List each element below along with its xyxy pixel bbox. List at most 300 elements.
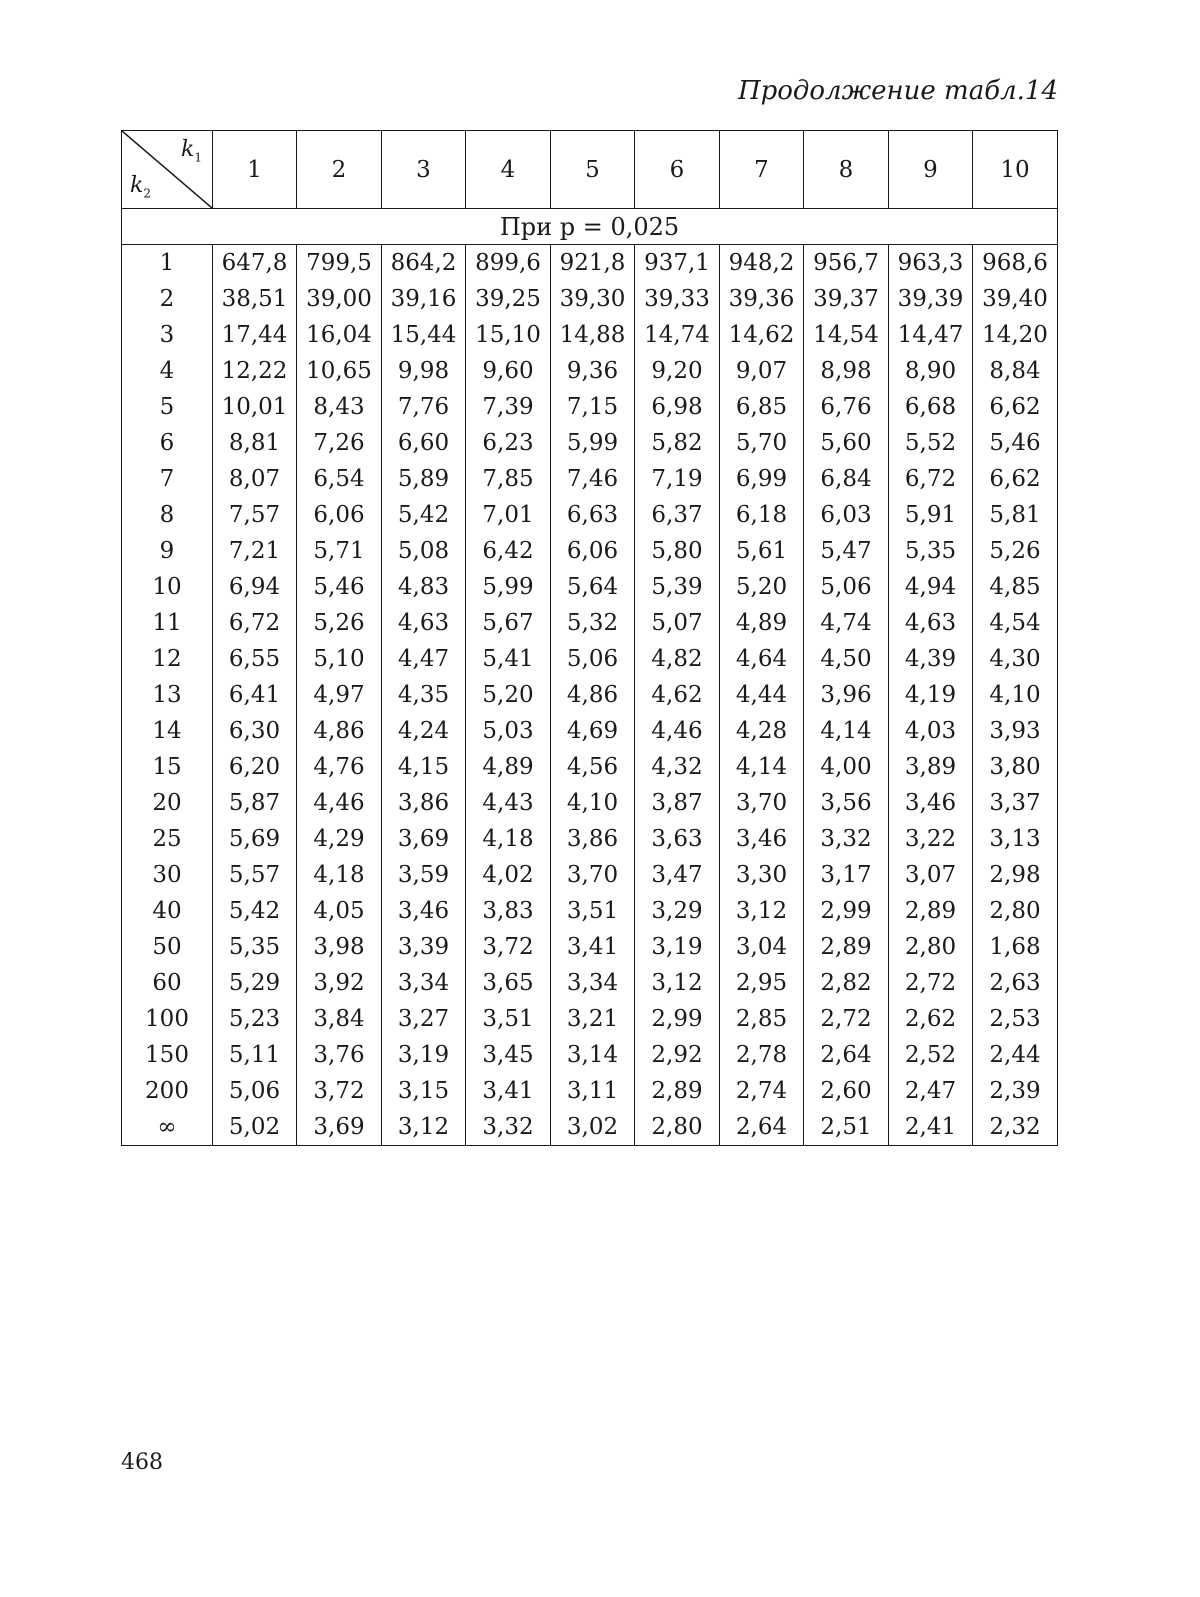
table-cell: 39,16 [382, 281, 466, 317]
table-cell: 4,14 [804, 713, 889, 749]
table-row [122, 821, 1058, 857]
table-cell: 5,26 [297, 605, 382, 641]
table-cell: 3,07 [889, 857, 973, 893]
table-cell: 4,69 [551, 713, 635, 749]
table-cell: 3,46 [382, 893, 466, 929]
table-cell: 3,93 [973, 713, 1058, 749]
row-header-cell: ∞ [122, 1109, 213, 1146]
table-cell: 4,56 [551, 749, 635, 785]
table-cell: 3,12 [635, 965, 720, 1001]
table-cell: 3,32 [804, 821, 889, 857]
table-row [122, 533, 1058, 569]
table-cell: 8,84 [973, 353, 1058, 389]
table-cell: 5,99 [466, 569, 551, 605]
row-header-cell: 2 [122, 281, 213, 317]
table-cell: 3,56 [804, 785, 889, 821]
table-cell: 5,20 [466, 677, 551, 713]
table-cell: 3,29 [635, 893, 720, 929]
table-cell: 14,47 [889, 317, 973, 353]
table-cell: 3,51 [551, 893, 635, 929]
table-cell: 5,08 [382, 533, 466, 569]
table-row [122, 677, 1058, 713]
table-row [122, 569, 1058, 605]
table-cell: 6,84 [804, 461, 889, 497]
row-header-cell: 12 [122, 641, 213, 677]
table-cell: 5,69 [213, 821, 297, 857]
table-cell: 899,6 [466, 245, 551, 282]
table-cell: 4,76 [297, 749, 382, 785]
row-header-cell: 8 [122, 497, 213, 533]
table-cell: 6,62 [973, 389, 1058, 425]
table-cell: 3,04 [720, 929, 804, 965]
row-header-cell: 50 [122, 929, 213, 965]
table-cell: 2,53 [973, 1001, 1058, 1037]
table-cell: 8,07 [213, 461, 297, 497]
table-cell: 4,43 [466, 785, 551, 821]
table-cell: 3,63 [635, 821, 720, 857]
table-cell: 4,29 [297, 821, 382, 857]
table-cell: 3,15 [382, 1073, 466, 1109]
table-cell: 3,51 [466, 1001, 551, 1037]
row-header-cell: 40 [122, 893, 213, 929]
table-cell: 4,44 [720, 677, 804, 713]
table-cell: 3,65 [466, 965, 551, 1001]
table-cell: 968,6 [973, 245, 1058, 282]
row-header-cell: 10 [122, 569, 213, 605]
table-cell: 5,32 [551, 605, 635, 641]
table-cell: 2,47 [889, 1073, 973, 1109]
table-cell: 799,5 [297, 245, 382, 282]
table-cell: 6,98 [635, 389, 720, 425]
column-header: 10 [973, 131, 1058, 209]
column-header: 7 [720, 131, 804, 209]
table-cell: 5,23 [213, 1001, 297, 1037]
table-cell: 14,20 [973, 317, 1058, 353]
table-cell: 4,18 [466, 821, 551, 857]
table-cell: 4,05 [297, 893, 382, 929]
table-cell: 15,10 [466, 317, 551, 353]
table-cell: 6,63 [551, 497, 635, 533]
table-cell: 5,42 [382, 497, 466, 533]
table-cell: 5,06 [804, 569, 889, 605]
table-cell: 4,50 [804, 641, 889, 677]
table-cell: 2,89 [804, 929, 889, 965]
row-header-cell: 3 [122, 317, 213, 353]
table-cell: 3,69 [297, 1109, 382, 1146]
table-cell: 3,12 [720, 893, 804, 929]
row-header-cell: 100 [122, 1001, 213, 1037]
table-cell: 2,98 [973, 857, 1058, 893]
table-cell: 5,26 [973, 533, 1058, 569]
table-caption: Продолжение табл.14 [737, 76, 1058, 106]
table-cell: 10,65 [297, 353, 382, 389]
table-cell: 4,14 [720, 749, 804, 785]
table-cell: 3,59 [382, 857, 466, 893]
table-row [122, 1109, 1058, 1146]
table-cell: 2,41 [889, 1109, 973, 1146]
table-cell: 10,01 [213, 389, 297, 425]
table-cell: 3,34 [382, 965, 466, 1001]
table-cell: 4,47 [382, 641, 466, 677]
table-cell: 3,47 [635, 857, 720, 893]
table-cell: 3,45 [466, 1037, 551, 1073]
table-cell: 8,98 [804, 353, 889, 389]
table-cell: 6,60 [382, 425, 466, 461]
table-cell: 4,89 [720, 605, 804, 641]
table-cell: 4,28 [720, 713, 804, 749]
table-cell: 5,67 [466, 605, 551, 641]
table-row [122, 281, 1058, 317]
table-row [122, 713, 1058, 749]
table-cell: 2,72 [804, 1001, 889, 1037]
row-header-cell: 60 [122, 965, 213, 1001]
table-cell: 2,62 [889, 1001, 973, 1037]
table-cell: 3,41 [466, 1073, 551, 1109]
table-cell: 2,95 [720, 965, 804, 1001]
table-cell: 4,86 [551, 677, 635, 713]
table-cell: 4,82 [635, 641, 720, 677]
table-cell: 4,39 [889, 641, 973, 677]
table-cell: 5,70 [720, 425, 804, 461]
section-row [122, 209, 1058, 245]
table-cell: 3,72 [466, 929, 551, 965]
table-cell: 4,97 [297, 677, 382, 713]
table-row [122, 1073, 1058, 1109]
row-header-cell: 150 [122, 1037, 213, 1073]
table-cell: 7,01 [466, 497, 551, 533]
table-cell: 39,36 [720, 281, 804, 317]
table-row [122, 785, 1058, 821]
page-number: 468 [121, 1450, 163, 1475]
table-cell: 2,64 [720, 1109, 804, 1146]
table-cell: 3,96 [804, 677, 889, 713]
table-cell: 38,51 [213, 281, 297, 317]
table-cell: 5,47 [804, 533, 889, 569]
table-cell: 7,19 [635, 461, 720, 497]
table-cell: 1,68 [973, 929, 1058, 965]
table-cell: 39,30 [551, 281, 635, 317]
table-row [122, 461, 1058, 497]
table-cell: 6,94 [213, 569, 297, 605]
table-cell: 2,52 [889, 1037, 973, 1073]
row-header-cell: 13 [122, 677, 213, 713]
table-cell: 6,85 [720, 389, 804, 425]
table-row [122, 389, 1058, 425]
table-cell: 4,62 [635, 677, 720, 713]
table-cell: 3,22 [889, 821, 973, 857]
table-cell: 3,12 [382, 1109, 466, 1146]
table-cell: 6,72 [213, 605, 297, 641]
k1-label: $k_1$ [181, 137, 202, 165]
table-cell: 4,18 [297, 857, 382, 893]
row-header-cell: 14 [122, 713, 213, 749]
table-cell: 2,92 [635, 1037, 720, 1073]
table-cell: 2,85 [720, 1001, 804, 1037]
table-cell: 4,24 [382, 713, 466, 749]
table-cell: 5,99 [551, 425, 635, 461]
table-cell: 5,57 [213, 857, 297, 893]
row-header-cell: 30 [122, 857, 213, 893]
table-cell: 16,04 [297, 317, 382, 353]
table-cell: 4,86 [297, 713, 382, 749]
table-cell: 4,83 [382, 569, 466, 605]
table-cell: 3,83 [466, 893, 551, 929]
table-cell: 3,80 [973, 749, 1058, 785]
table-cell: 39,33 [635, 281, 720, 317]
table-cell: 2,51 [804, 1109, 889, 1146]
table-cell: 4,32 [635, 749, 720, 785]
table-cell: 3,37 [973, 785, 1058, 821]
k2-label: $k_2$ [130, 172, 151, 200]
table-cell: 2,80 [973, 893, 1058, 929]
table-cell: 2,80 [889, 929, 973, 965]
table-cell: 6,76 [804, 389, 889, 425]
table-cell: 5,71 [297, 533, 382, 569]
table-cell: 4,10 [551, 785, 635, 821]
table-cell: 3,84 [297, 1001, 382, 1037]
table-cell: 6,06 [551, 533, 635, 569]
table-cell: 7,26 [297, 425, 382, 461]
table-cell: 3,30 [720, 857, 804, 893]
table-cell: 3,46 [720, 821, 804, 857]
table-cell: 5,35 [213, 929, 297, 965]
table-cell: 3,46 [889, 785, 973, 821]
table-cell: 4,46 [635, 713, 720, 749]
section-label: При p = 0,025 [122, 209, 1058, 245]
table-cell: 3,39 [382, 929, 466, 965]
table-cell: 5,46 [973, 425, 1058, 461]
table-cell: 6,68 [889, 389, 973, 425]
table-cell: 4,19 [889, 677, 973, 713]
table-row [122, 497, 1058, 533]
table-cell: 7,39 [466, 389, 551, 425]
table-cell: 9,20 [635, 353, 720, 389]
table-cell: 6,30 [213, 713, 297, 749]
table-cell: 5,91 [889, 497, 973, 533]
table-cell: 6,72 [889, 461, 973, 497]
column-header: 9 [889, 131, 973, 209]
table-cell: 956,7 [804, 245, 889, 282]
table-cell: 5,89 [382, 461, 466, 497]
table-cell: 3,70 [720, 785, 804, 821]
table-cell: 14,88 [551, 317, 635, 353]
table-cell: 2,32 [973, 1109, 1058, 1146]
table-cell: 2,63 [973, 965, 1058, 1001]
column-header: 5 [551, 131, 635, 209]
table-cell: 5,52 [889, 425, 973, 461]
row-header-cell: 7 [122, 461, 213, 497]
table-cell: 3,19 [382, 1037, 466, 1073]
table-cell: 6,99 [720, 461, 804, 497]
table-row [122, 893, 1058, 929]
table-cell: 6,23 [466, 425, 551, 461]
table-row [122, 929, 1058, 965]
table-cell: 5,82 [635, 425, 720, 461]
table-cell: 2,64 [804, 1037, 889, 1073]
table-cell: 948,2 [720, 245, 804, 282]
table-cell: 2,89 [635, 1073, 720, 1109]
table-cell: 2,44 [973, 1037, 1058, 1073]
table-cell: 6,55 [213, 641, 297, 677]
table-cell: 6,41 [213, 677, 297, 713]
table-cell: 4,35 [382, 677, 466, 713]
table-cell: 15,44 [382, 317, 466, 353]
table-cell: 4,63 [889, 605, 973, 641]
row-header-cell: 9 [122, 533, 213, 569]
table-cell: 3,87 [635, 785, 720, 821]
table-cell: 3,98 [297, 929, 382, 965]
table-cell: 14,62 [720, 317, 804, 353]
table-cell: 5,29 [213, 965, 297, 1001]
table-cell: 5,87 [213, 785, 297, 821]
table-cell: 3,69 [382, 821, 466, 857]
column-header: 2 [297, 131, 382, 209]
table-cell: 39,39 [889, 281, 973, 317]
table-cell: 2,72 [889, 965, 973, 1001]
table-cell: 9,07 [720, 353, 804, 389]
table-cell: 937,1 [635, 245, 720, 282]
row-header-cell: 15 [122, 749, 213, 785]
table-cell: 8,81 [213, 425, 297, 461]
table-cell: 17,44 [213, 317, 297, 353]
table-cell: 6,42 [466, 533, 551, 569]
table-cell: 5,42 [213, 893, 297, 929]
table-row [122, 245, 1058, 282]
table-cell: 6,03 [804, 497, 889, 533]
table-cell: 5,81 [973, 497, 1058, 533]
column-header: 6 [635, 131, 720, 209]
table-cell: 3,70 [551, 857, 635, 893]
table-cell: 5,41 [466, 641, 551, 677]
table-cell: 5,10 [297, 641, 382, 677]
corner-header-cell [122, 131, 213, 209]
table-row [122, 317, 1058, 353]
table-row [122, 1037, 1058, 1073]
table-cell: 4,03 [889, 713, 973, 749]
table-cell: 12,22 [213, 353, 297, 389]
table-cell: 3,17 [804, 857, 889, 893]
table-cell: 6,06 [297, 497, 382, 533]
table-cell: 3,89 [889, 749, 973, 785]
row-header-cell: 200 [122, 1073, 213, 1109]
table-cell: 3,86 [382, 785, 466, 821]
table-cell: 2,39 [973, 1073, 1058, 1109]
table-cell: 4,02 [466, 857, 551, 893]
table-cell: 7,85 [466, 461, 551, 497]
table-cell: 2,80 [635, 1109, 720, 1146]
row-header-cell: 20 [122, 785, 213, 821]
table-cell: 7,21 [213, 533, 297, 569]
table-cell: 5,03 [466, 713, 551, 749]
table-cell: 3,86 [551, 821, 635, 857]
table-cell: 5,20 [720, 569, 804, 605]
table-cell: 6,18 [720, 497, 804, 533]
table-cell: 39,00 [297, 281, 382, 317]
table-cell: 3,19 [635, 929, 720, 965]
table-cell: 2,99 [635, 1001, 720, 1037]
table-cell: 9,60 [466, 353, 551, 389]
f-distribution-table [121, 130, 1058, 1146]
table-row [122, 605, 1058, 641]
table-cell: 6,62 [973, 461, 1058, 497]
table-cell: 4,54 [973, 605, 1058, 641]
column-header: 8 [804, 131, 889, 209]
table-cell: 921,8 [551, 245, 635, 282]
header-row [122, 131, 1058, 209]
table-cell: 3,76 [297, 1037, 382, 1073]
table-cell: 3,02 [551, 1109, 635, 1146]
table-row [122, 857, 1058, 893]
table-cell: 5,80 [635, 533, 720, 569]
table-cell: 6,20 [213, 749, 297, 785]
table-cell: 5,02 [213, 1109, 297, 1146]
table-cell: 3,27 [382, 1001, 466, 1037]
table-cell: 4,10 [973, 677, 1058, 713]
table-cell: 39,25 [466, 281, 551, 317]
table-cell: 5,06 [213, 1073, 297, 1109]
table-cell: 963,3 [889, 245, 973, 282]
table-cell: 5,64 [551, 569, 635, 605]
table-cell: 4,46 [297, 785, 382, 821]
table-cell: 4,63 [382, 605, 466, 641]
table-cell: 39,37 [804, 281, 889, 317]
table-cell: 5,07 [635, 605, 720, 641]
table-cell: 7,15 [551, 389, 635, 425]
table-cell: 2,82 [804, 965, 889, 1001]
table-cell: 9,98 [382, 353, 466, 389]
row-header-cell: 11 [122, 605, 213, 641]
table-cell: 8,90 [889, 353, 973, 389]
table-cell: 3,14 [551, 1037, 635, 1073]
table-cell: 4,74 [804, 605, 889, 641]
table-cell: 3,34 [551, 965, 635, 1001]
column-header: 4 [466, 131, 551, 209]
column-header: 1 [213, 131, 297, 209]
table-cell: 2,89 [889, 893, 973, 929]
table-cell: 39,40 [973, 281, 1058, 317]
table-cell: 4,64 [720, 641, 804, 677]
table-cell: 14,74 [635, 317, 720, 353]
table-cell: 4,89 [466, 749, 551, 785]
row-header-cell: 25 [122, 821, 213, 857]
table-cell: 3,72 [297, 1073, 382, 1109]
table-cell: 2,60 [804, 1073, 889, 1109]
row-header-cell: 5 [122, 389, 213, 425]
table-row [122, 641, 1058, 677]
table-cell: 4,00 [804, 749, 889, 785]
table-cell: 2,99 [804, 893, 889, 929]
table-cell: 4,15 [382, 749, 466, 785]
table-cell: 3,21 [551, 1001, 635, 1037]
table-cell: 5,60 [804, 425, 889, 461]
table-cell: 9,36 [551, 353, 635, 389]
table-row [122, 425, 1058, 461]
table-cell: 4,85 [973, 569, 1058, 605]
column-header: 3 [382, 131, 466, 209]
table-cell: 7,76 [382, 389, 466, 425]
table-cell: 7,57 [213, 497, 297, 533]
table-cell: 5,35 [889, 533, 973, 569]
table-cell: 864,2 [382, 245, 466, 282]
row-header-cell: 4 [122, 353, 213, 389]
table-row [122, 353, 1058, 389]
table-cell: 647,8 [213, 245, 297, 282]
table-cell: 5,06 [551, 641, 635, 677]
table-row [122, 749, 1058, 785]
table-cell: 14,54 [804, 317, 889, 353]
table-row [122, 965, 1058, 1001]
table-cell: 6,37 [635, 497, 720, 533]
